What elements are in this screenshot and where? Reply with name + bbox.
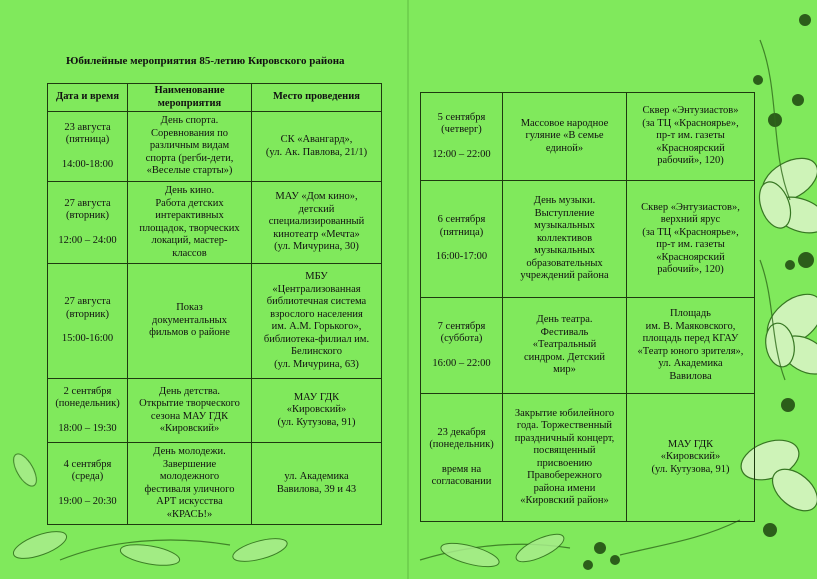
page-title: Юбилейные мероприятия 85-летию Кировского района: [66, 55, 345, 67]
date-text: 23 августа (пятница): [64, 121, 111, 146]
place-cell: МАУ ГДК «Кировский» (ул. Кутузова, 91): [252, 379, 382, 443]
table-header-row: [48, 84, 382, 112]
place-cell: МБУ «Централизованная библиотечная система взрослого населения им. А.М. Горького», библиотека-филиал им. Белинского (ул. Мичурина, 63): [252, 264, 382, 379]
event-cell: День театра. Фестиваль «Театральный синдром. Детский мир»: [503, 298, 627, 394]
time-text: 16:00 – 22:00: [432, 357, 491, 369]
place-cell: СК «Авангард», (ул. Ак. Павлова, 21/1): [252, 112, 382, 182]
date-cell: [421, 181, 503, 298]
header-date: Дата и время: [48, 84, 128, 112]
header-place: Место проведения: [252, 84, 382, 112]
event-cell: Показ документальных фильмов о районе: [128, 264, 252, 379]
time-text: 19:00 – 20:30: [58, 495, 117, 507]
date-text: 2 сентября (понедельник): [55, 385, 120, 410]
event-cell: День молодежи. Завершение молодежного фестиваля уличного АРТ искусства «КРАСЬ!»: [128, 443, 252, 525]
date-text: 6 сентября (пятница): [437, 214, 486, 238]
event-cell: День кино. Работа детских интерактивных площадок, творческих локаций, мастер- классов: [128, 182, 252, 264]
date-text: 5 сентября (четверг): [437, 111, 486, 136]
table-row: [48, 379, 382, 443]
date-cell: [48, 112, 128, 182]
table-row: [421, 181, 755, 298]
date-cell: [48, 443, 128, 525]
place-cell: МАУ «Дом кино», детский специализированный кинотеатр «Мечта» (ул. Мичурина, 30): [252, 182, 382, 264]
time-text: 12:00 – 24:00: [58, 234, 117, 246]
event-cell: День музыки. Выступление музыкальных коллективов музыкальных образовательных учреждений района: [503, 181, 627, 298]
event-cell: Массовое народное гуляние «В семье единой»: [503, 93, 627, 181]
schedule-table-left: [47, 83, 382, 525]
date-cell: [421, 298, 503, 394]
time-text: время на согласовании: [431, 463, 492, 487]
table-row: [421, 298, 755, 394]
time-text: 14:00-18:00: [61, 158, 114, 170]
table-row: [48, 264, 382, 379]
date-cell: [421, 93, 503, 181]
date-cell: [48, 182, 128, 264]
table-row: [48, 112, 382, 182]
place-cell: Сквер «Энтузиастов» (за ТЦ «Красноярье», пр-т им. газеты «Красноярский рабочий», 120): [627, 93, 755, 181]
place-cell: Площадь им. В. Маяковского, площадь перед КГАУ «Театр юного зрителя», ул. Академика Вавилова: [627, 298, 755, 394]
date-text: 4 сентября (среда): [63, 458, 112, 483]
table-row: [421, 394, 755, 522]
table-row: [48, 182, 382, 264]
date-cell: [48, 264, 128, 379]
date-cell: [421, 394, 503, 522]
date-text: 27 августа (вторник): [64, 197, 111, 222]
schedule-table-right: [420, 92, 755, 522]
page-fold: [407, 0, 409, 579]
table-row: [48, 443, 382, 525]
event-cell: Закрытие юбилейного года. Торжественный праздничный концерт, посвященный присвоению Правобережного района имени «Кировский район»: [503, 394, 627, 522]
event-cell: День детства. Открытие творческого сезона МАУ ГДК «Кировский»: [128, 379, 252, 443]
date-text: 7 сентября (суббота): [437, 320, 486, 345]
time-text: 18:00 – 19:30: [58, 422, 117, 434]
event-cell: День спорта. Соревнования по различным видам спорта (регби-дети, «Веселые старты»): [128, 112, 252, 182]
time-text: 16:00-17:00: [435, 251, 488, 263]
header-event: Наименование мероприятия: [128, 84, 252, 112]
time-text: 15:00-16:00: [61, 333, 114, 345]
date-text: 23 декабря (понедельник): [429, 426, 494, 450]
place-cell: МАУ ГДК «Кировский» (ул. Кутузова, 91): [627, 394, 755, 522]
place-cell: ул. Академика Вавилова, 39 и 43: [252, 443, 382, 525]
place-cell: Сквер «Энтузиастов», верхний ярус (за ТЦ «Красноярье», пр-т им. газеты «Красноярский рабочий», 120): [627, 181, 755, 298]
date-text: 27 августа (вторник): [64, 296, 111, 320]
time-text: 12:00 – 22:00: [432, 148, 491, 160]
table-row: [421, 93, 755, 181]
date-cell: [48, 379, 128, 443]
